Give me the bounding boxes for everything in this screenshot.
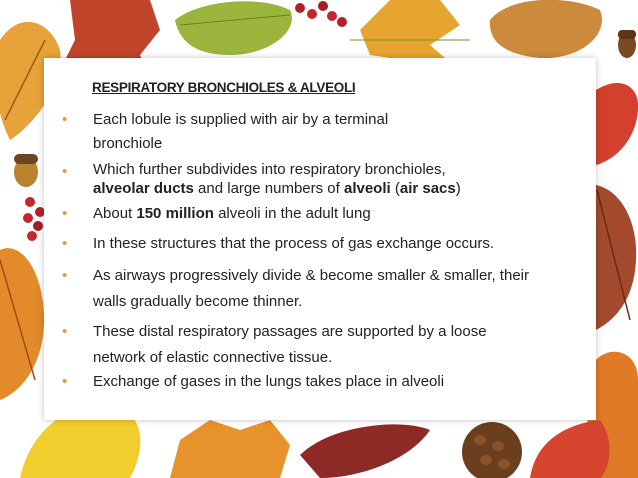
maple-leaf-icon — [530, 420, 609, 478]
bullet-text-fragment: About — [93, 205, 137, 222]
oak-leaf-icon — [490, 0, 602, 58]
bullet-text: Each lobule is supplied with air by a terminal — [93, 111, 389, 128]
bullet-text-continued: bronchiole — [93, 135, 163, 152]
bullet-text: Exchange of gases in the lungs takes place in alveoli — [93, 373, 445, 390]
pine-cone-icon — [462, 422, 522, 478]
bullet-dot: • — [62, 163, 68, 180]
maple-leaf-icon — [350, 0, 470, 58]
bullet-text-continued — [93, 179, 461, 198]
bullet-text-fragment: ( — [390, 180, 400, 197]
bullet-text-continued: network of elastic connective tissue. — [93, 349, 333, 366]
bullet-dot: • — [62, 111, 68, 128]
oak-leaf-icon — [175, 1, 292, 55]
term-alveolar-ducts: alveolar ducts — [93, 180, 194, 197]
bullet-text-continued: walls gradually become thinner. — [93, 293, 303, 310]
bullet-dot: • — [62, 373, 68, 390]
bullet-dot: • — [62, 235, 68, 252]
bullet-text-fragment: alveoli in the adult lung — [213, 205, 371, 222]
acorn-icon — [618, 30, 636, 58]
term-air-sacs: air sacs — [399, 180, 456, 197]
bullet-dot: • — [62, 267, 68, 284]
slide-card — [44, 58, 596, 420]
acorn-icon — [14, 154, 38, 187]
bullet-text-fragment: and large numbers of — [193, 180, 344, 197]
maple-leaf-icon — [596, 83, 638, 165]
berry-cluster-icon — [295, 1, 347, 27]
alveoli-count: 150 million — [136, 205, 214, 222]
oak-leaf-icon — [300, 424, 430, 478]
bullet-text: As airways progressively divide & become smaller & smaller, their — [93, 267, 529, 284]
maple-leaf-icon — [0, 248, 44, 400]
bullet-text: These distal respiratory passages are supported by a loose — [93, 323, 487, 340]
oak-leaf-icon — [596, 185, 636, 330]
bullet-dot: • — [62, 323, 68, 340]
bullet-text: In these structures that the process of gas exchange occurs. — [93, 235, 495, 252]
bullet-dot: • — [62, 205, 68, 222]
bullet-text — [93, 202, 371, 226]
bullet-text: Which further subdivides into respiratory bronchioles, — [93, 161, 446, 178]
term-alveoli: alveoli — [343, 180, 391, 197]
bullet-text-fragment: ) — [455, 180, 461, 197]
maple-leaf-icon — [170, 420, 290, 478]
slide-title: RESPIRATORY BRONCHIOLES & ALVEOLI — [92, 80, 356, 95]
berry-cluster-icon — [23, 197, 45, 241]
